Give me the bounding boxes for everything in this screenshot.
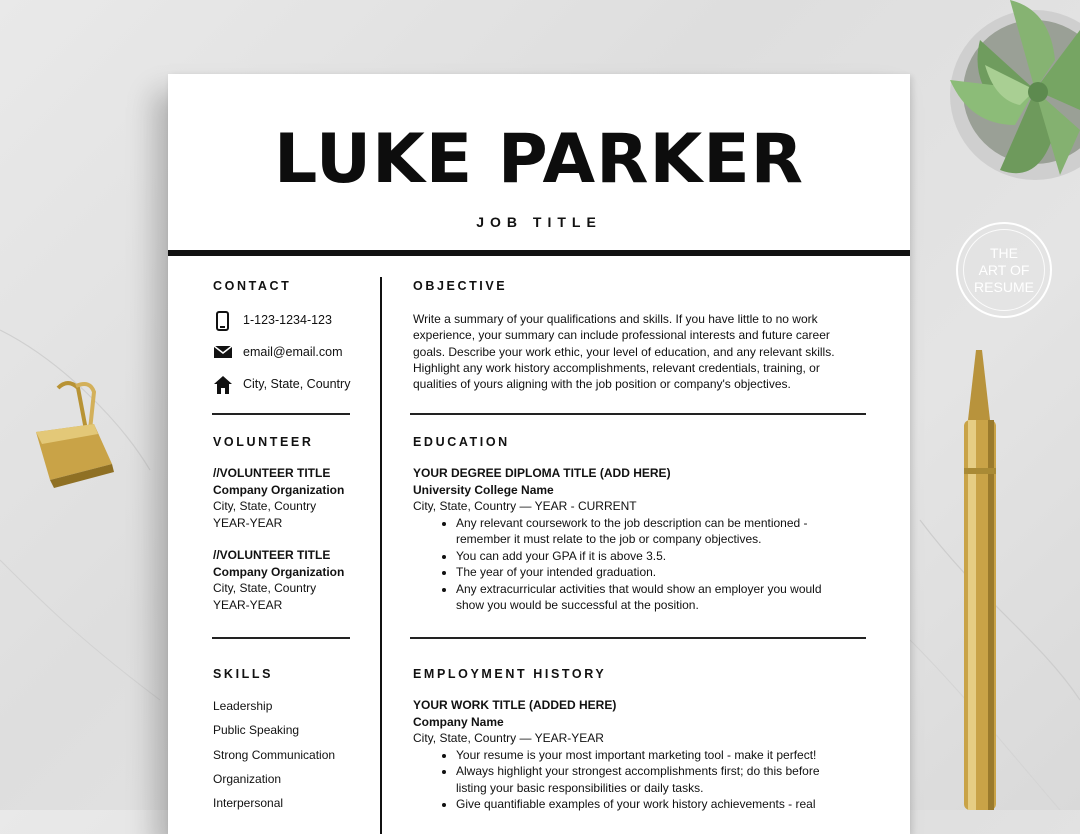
contact-phone (213, 311, 332, 329)
contact-heading: CONTACT (213, 279, 292, 293)
objective-line: experience, your summary can include professional interests and future career (413, 328, 830, 343)
employment-entry (413, 697, 873, 813)
skills-heading: SKILLS (213, 667, 274, 681)
education-school: University College Name (413, 482, 554, 497)
objective-line: Highlight any work history accomplishments, relevant credentials, training, or (413, 360, 820, 375)
header-divider (168, 250, 910, 256)
objective-divider (410, 413, 866, 415)
skill-item: Strong Communication (213, 748, 336, 762)
volunteer-title: //VOLUNTEER TITLE (213, 548, 331, 562)
volunteer-entry (213, 465, 344, 531)
contact-email-text: email@email.com (243, 345, 343, 359)
education-bullet: • The year of your intended graduation. (456, 564, 873, 581)
education-degree: YOUR DEGREE DIPLOMA TITLE (ADD HERE) (413, 466, 671, 480)
objective-line: qualities of yours aligning with the job position or company's objectives. (413, 377, 791, 392)
volunteer-heading: VOLUNTEER (213, 435, 314, 449)
objective-text (413, 311, 873, 392)
employment-bullet: • Always highlight your strongest accomplishments first; do this before listing your basic responsibilities or daily tasks. (456, 763, 836, 796)
brand-logo-line1: THE (990, 244, 1018, 261)
contact-location-text: City, State, Country (243, 377, 351, 391)
objective-line: Write a summary of your qualifications and skills. If you have little to no work (413, 312, 818, 326)
education-heading: EDUCATION (413, 435, 510, 449)
employment-bullet: • Your resume is your most important marketing tool - make it perfect! (456, 747, 873, 764)
envelope-icon (213, 343, 233, 361)
education-bullet: • Any extracurricular activities that would show an employer you would show you would be successful at the position. (456, 581, 848, 614)
employment-bullets (413, 747, 873, 813)
resume-job-title: JOB TITLE (476, 214, 602, 230)
brand-logo (956, 222, 1052, 318)
objective-line: goals. Describe your work ethic, your level of education, and any relevant skills. (413, 344, 835, 359)
binder-clip (28, 378, 120, 490)
brand-logo-line2: ART OF (978, 261, 1030, 278)
contact-email (213, 343, 343, 361)
succulent-plant (940, 0, 1080, 190)
contact-phone-text: 1-123-1234-123 (243, 313, 332, 327)
education-divider (410, 637, 866, 639)
volunteer-divider (212, 637, 350, 639)
employment-heading: EMPLOYMENT HISTORY (413, 667, 607, 681)
phone-icon (213, 311, 233, 329)
education-bullet: • Any relevant coursework to the job description can be mentioned - remember it must relate to the job or company objectives. (456, 515, 836, 548)
brand-logo-line3: RESUME (974, 278, 1034, 295)
education-bullets (413, 515, 873, 614)
contact-location (213, 375, 350, 393)
volunteer-location: City, State, Country (213, 581, 317, 595)
skill-item: Organization (213, 772, 282, 786)
contact-divider (212, 413, 350, 415)
volunteer-years: YEAR-YEAR (213, 515, 283, 530)
volunteer-title: //VOLUNTEER TITLE (213, 466, 331, 480)
skill-item: Leadership (213, 699, 273, 713)
volunteer-years: YEAR-YEAR (213, 597, 283, 612)
volunteer-org: Company Organization (213, 482, 345, 497)
education-location-years: City, State, Country — YEAR - CURRENT (413, 499, 637, 513)
employment-title: YOUR WORK TITLE (ADDED HERE) (413, 698, 617, 712)
skill-item: Interpersonal (213, 796, 284, 810)
column-divider (380, 277, 382, 834)
resume-name: LUKE PARKER (273, 120, 805, 199)
resume-sheet (168, 74, 910, 834)
gold-pen (950, 350, 1010, 810)
employment-company: Company Name (413, 714, 504, 729)
right-column (413, 279, 868, 834)
skill-item: Public Speaking (213, 723, 300, 737)
objective-heading: OBJECTIVE (413, 279, 508, 293)
left-column (213, 279, 351, 834)
employment-bullet: • Give quantifiable examples of your work history achievements - real (456, 796, 873, 813)
volunteer-location: City, State, Country (213, 499, 317, 513)
volunteer-entry (213, 547, 344, 613)
home-icon (213, 375, 233, 393)
volunteer-org: Company Organization (213, 564, 345, 579)
employment-location-years: City, State, Country — YEAR-YEAR (413, 731, 604, 745)
education-entry (413, 465, 873, 614)
education-bullet: • You can add your GPA if it is above 3.5. (456, 548, 873, 565)
